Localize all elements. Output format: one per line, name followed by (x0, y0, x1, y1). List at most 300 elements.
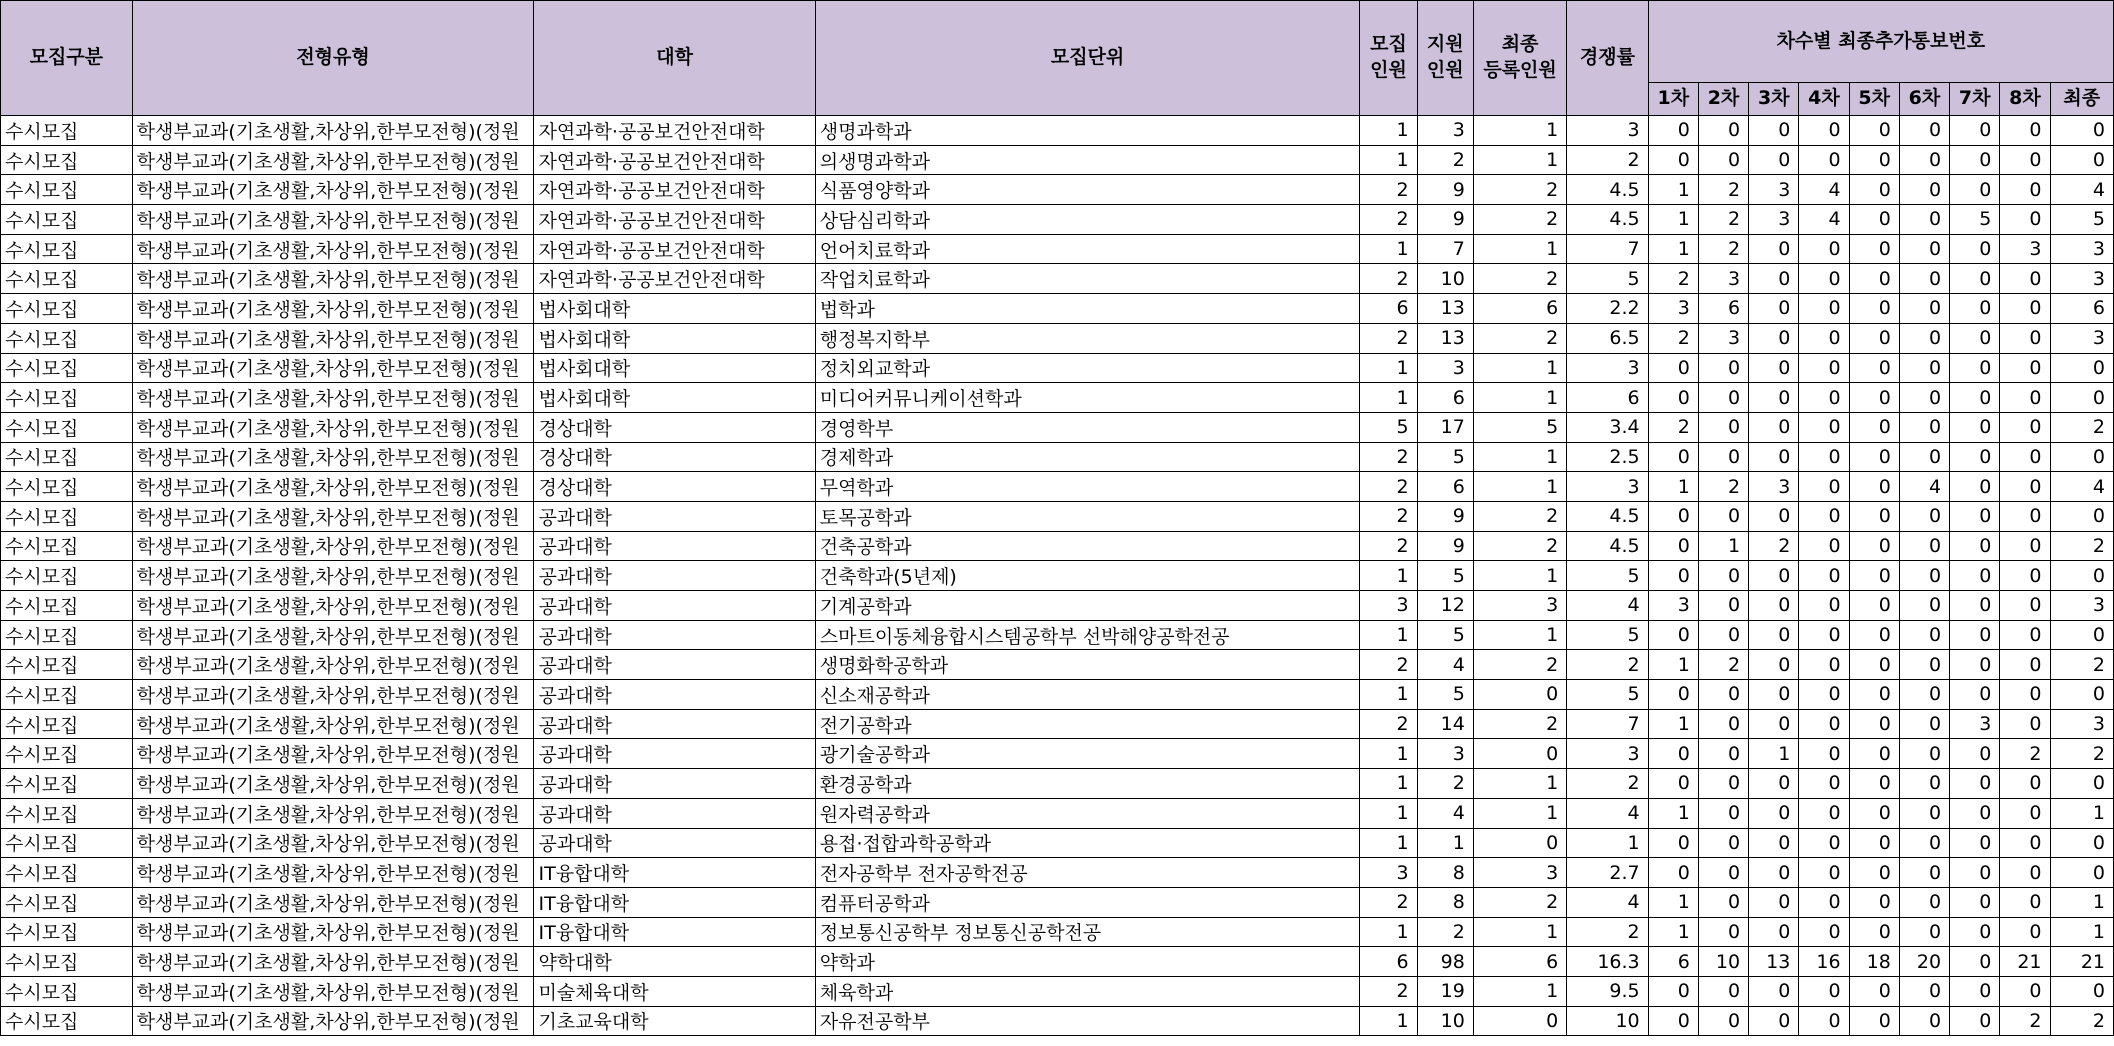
cell-round-5: 0 (1849, 442, 1899, 472)
cell-round-final: 0 (2050, 501, 2113, 531)
table-row (1, 205, 2114, 235)
cell-registered: 1 (1473, 976, 1566, 1006)
cell-round-8: 0 (2000, 976, 2050, 1006)
cell-round-2: 0 (1698, 353, 1748, 383)
cell-type: 학생부교과(기초생활,차상위,한부모전형)(정원 (132, 858, 534, 888)
cell-round-2: 0 (1698, 917, 1748, 947)
cell-unit: 경영학부 (815, 412, 1360, 442)
cell-round-3: 0 (1749, 234, 1799, 264)
cell-ratio: 5 (1567, 561, 1648, 591)
cell-round-2: 2 (1698, 205, 1748, 235)
cell-round-8: 0 (2000, 264, 2050, 294)
cell-type: 학생부교과(기초생활,차상위,한부모전형)(정원 (132, 798, 534, 828)
cell-round-4: 0 (1799, 976, 1849, 1006)
table-row (1, 858, 2114, 888)
cell-round-7: 0 (1950, 917, 2000, 947)
cell-round-final: 0 (2050, 828, 2113, 858)
cell-applicants: 12 (1417, 591, 1473, 621)
cell-registered: 2 (1473, 175, 1566, 205)
cell-round-4: 0 (1799, 680, 1849, 710)
cell-unit: 자유전공학부 (815, 1006, 1360, 1036)
header-category: 모집구분 (1, 1, 133, 116)
cell-applicants: 5 (1417, 680, 1473, 710)
cell-applicants: 13 (1417, 294, 1473, 324)
cell-round-8: 3 (2000, 234, 2050, 264)
cell-college: 공과대학 (534, 769, 815, 799)
cell-college: 공과대학 (534, 501, 815, 531)
cell-round-6: 0 (1899, 858, 1949, 888)
cell-type: 학생부교과(기초생활,차상위,한부모전형)(정원 (132, 531, 534, 561)
cell-applicants: 2 (1417, 145, 1473, 175)
cell-round-7: 0 (1950, 264, 2000, 294)
cell-type: 학생부교과(기초생활,차상위,한부모전형)(정원 (132, 620, 534, 650)
cell-round-final: 21 (2050, 947, 2113, 977)
cell-quota: 1 (1360, 680, 1417, 710)
cell-round-5: 0 (1849, 620, 1899, 650)
cell-round-1: 2 (1648, 323, 1698, 353)
cell-round-4: 0 (1799, 828, 1849, 858)
cell-round-7: 0 (1950, 976, 2000, 1006)
table-row (1, 709, 2114, 739)
cell-round-8: 0 (2000, 175, 2050, 205)
cell-round-4: 0 (1799, 116, 1849, 146)
cell-college: 경상대학 (534, 412, 815, 442)
cell-category: 수시모집 (1, 591, 133, 621)
cell-round-final: 0 (2050, 620, 2113, 650)
cell-unit: 건축공학과 (815, 531, 1360, 561)
cell-applicants: 10 (1417, 1006, 1473, 1036)
cell-round-2: 0 (1698, 145, 1748, 175)
cell-quota: 6 (1360, 294, 1417, 324)
cell-round-2: 0 (1698, 887, 1748, 917)
cell-round-6: 0 (1899, 976, 1949, 1006)
cell-quota: 2 (1360, 501, 1417, 531)
cell-round-7: 0 (1950, 294, 2000, 324)
cell-round-3: 0 (1749, 591, 1799, 621)
header-round-9: 최종 (2050, 83, 2113, 116)
cell-type: 학생부교과(기초생활,차상위,한부모전형)(정원 (132, 976, 534, 1006)
cell-registered: 2 (1473, 709, 1566, 739)
cell-college: 법사회대학 (534, 383, 815, 413)
cell-round-6: 0 (1899, 353, 1949, 383)
cell-quota: 1 (1360, 769, 1417, 799)
cell-round-final: 0 (2050, 976, 2113, 1006)
cell-round-3: 0 (1749, 383, 1799, 413)
cell-college: 공과대학 (534, 798, 815, 828)
cell-round-final: 3 (2050, 264, 2113, 294)
cell-round-final: 3 (2050, 323, 2113, 353)
table-row (1, 145, 2114, 175)
cell-round-3: 3 (1749, 472, 1799, 502)
cell-round-8: 0 (2000, 501, 2050, 531)
cell-round-8: 0 (2000, 887, 2050, 917)
cell-category: 수시모집 (1, 294, 133, 324)
cell-ratio: 1 (1567, 828, 1648, 858)
cell-round-7: 5 (1950, 205, 2000, 235)
cell-quota: 1 (1360, 234, 1417, 264)
table-row (1, 591, 2114, 621)
cell-registered: 2 (1473, 650, 1566, 680)
cell-unit: 환경공학과 (815, 769, 1360, 799)
cell-type: 학생부교과(기초생활,차상위,한부모전형)(정원 (132, 501, 534, 531)
cell-college: 기초교육대학 (534, 1006, 815, 1036)
cell-registered: 1 (1473, 561, 1566, 591)
cell-applicants: 7 (1417, 234, 1473, 264)
cell-round-3: 0 (1749, 769, 1799, 799)
cell-applicants: 19 (1417, 976, 1473, 1006)
cell-round-4: 0 (1799, 620, 1849, 650)
cell-ratio: 2.2 (1567, 294, 1648, 324)
cell-college: 법사회대학 (534, 294, 815, 324)
cell-unit: 체육학과 (815, 976, 1360, 1006)
cell-quota: 3 (1360, 858, 1417, 888)
cell-round-3: 2 (1749, 531, 1799, 561)
header-ratio: 경쟁률 (1567, 1, 1648, 116)
cell-college: 경상대학 (534, 442, 815, 472)
cell-round-5: 0 (1849, 680, 1899, 710)
cell-round-1: 0 (1648, 828, 1698, 858)
cell-round-1: 2 (1648, 412, 1698, 442)
cell-round-2: 2 (1698, 175, 1748, 205)
cell-round-7: 0 (1950, 472, 2000, 502)
cell-round-8: 0 (2000, 412, 2050, 442)
cell-round-8: 0 (2000, 323, 2050, 353)
cell-category: 수시모집 (1, 947, 133, 977)
cell-round-final: 0 (2050, 680, 2113, 710)
cell-ratio: 3.4 (1567, 412, 1648, 442)
cell-round-4: 4 (1799, 175, 1849, 205)
cell-ratio: 6.5 (1567, 323, 1648, 353)
cell-round-4: 0 (1799, 769, 1849, 799)
cell-quota: 5 (1360, 412, 1417, 442)
cell-round-4: 0 (1799, 650, 1849, 680)
cell-round-1: 0 (1648, 353, 1698, 383)
table-row (1, 828, 2114, 858)
cell-type: 학생부교과(기초생활,차상위,한부모전형)(정원 (132, 234, 534, 264)
cell-round-6: 0 (1899, 383, 1949, 413)
cell-registered: 2 (1473, 205, 1566, 235)
cell-registered: 1 (1473, 769, 1566, 799)
cell-round-2: 1 (1698, 531, 1748, 561)
header-quota: 모집 인원 (1360, 1, 1417, 116)
cell-college: 공과대학 (534, 531, 815, 561)
cell-type: 학생부교과(기초생활,차상위,한부모전형)(정원 (132, 887, 534, 917)
cell-registered: 1 (1473, 116, 1566, 146)
cell-round-8: 0 (2000, 650, 2050, 680)
cell-round-5: 0 (1849, 116, 1899, 146)
cell-round-7: 0 (1950, 531, 2000, 561)
cell-round-final: 0 (2050, 116, 2113, 146)
cell-unit: 정보통신공학부 정보통신공학전공 (815, 917, 1360, 947)
cell-category: 수시모집 (1, 472, 133, 502)
cell-type: 학생부교과(기초생활,차상위,한부모전형)(정원 (132, 561, 534, 591)
cell-quota: 1 (1360, 1006, 1417, 1036)
cell-round-2: 0 (1698, 798, 1748, 828)
cell-round-6: 0 (1899, 828, 1949, 858)
cell-unit: 경제학과 (815, 442, 1360, 472)
cell-quota: 1 (1360, 145, 1417, 175)
cell-unit: 전자공학부 전자공학전공 (815, 858, 1360, 888)
cell-round-2: 3 (1698, 323, 1748, 353)
cell-round-4: 16 (1799, 947, 1849, 977)
cell-round-4: 0 (1799, 323, 1849, 353)
cell-unit: 무역학과 (815, 472, 1360, 502)
cell-round-4: 0 (1799, 294, 1849, 324)
header-round-4: 4차 (1799, 83, 1849, 116)
cell-applicants: 6 (1417, 383, 1473, 413)
cell-round-3: 0 (1749, 620, 1799, 650)
cell-category: 수시모집 (1, 145, 133, 175)
cell-applicants: 8 (1417, 858, 1473, 888)
cell-applicants: 17 (1417, 412, 1473, 442)
header-type: 전형유형 (132, 1, 534, 116)
cell-round-1: 3 (1648, 294, 1698, 324)
cell-applicants: 9 (1417, 205, 1473, 235)
cell-quota: 2 (1360, 323, 1417, 353)
cell-applicants: 1 (1417, 828, 1473, 858)
table-row (1, 917, 2114, 947)
cell-round-3: 0 (1749, 828, 1799, 858)
cell-round-4: 0 (1799, 917, 1849, 947)
cell-round-8: 2 (2000, 739, 2050, 769)
cell-round-1: 0 (1648, 739, 1698, 769)
cell-round-4: 0 (1799, 561, 1849, 591)
cell-registered: 1 (1473, 353, 1566, 383)
cell-registered: 6 (1473, 947, 1566, 977)
cell-registered: 1 (1473, 620, 1566, 650)
table-row (1, 887, 2114, 917)
cell-type: 학생부교과(기초생활,차상위,한부모전형)(정원 (132, 353, 534, 383)
cell-round-6: 0 (1899, 323, 1949, 353)
cell-round-5: 0 (1849, 769, 1899, 799)
cell-round-7: 0 (1950, 145, 2000, 175)
cell-ratio: 5 (1567, 620, 1648, 650)
cell-round-final: 2 (2050, 1006, 2113, 1036)
cell-round-2: 0 (1698, 116, 1748, 146)
cell-round-6: 0 (1899, 650, 1949, 680)
cell-round-2: 3 (1698, 264, 1748, 294)
cell-round-7: 0 (1950, 650, 2000, 680)
cell-round-3: 0 (1749, 412, 1799, 442)
cell-round-4: 0 (1799, 798, 1849, 828)
cell-round-6: 0 (1899, 591, 1949, 621)
cell-unit: 원자력공학과 (815, 798, 1360, 828)
cell-registered: 2 (1473, 323, 1566, 353)
cell-round-7: 0 (1950, 353, 2000, 383)
cell-unit: 법학과 (815, 294, 1360, 324)
cell-round-1: 6 (1648, 947, 1698, 977)
cell-round-2: 0 (1698, 1006, 1748, 1036)
cell-round-3: 0 (1749, 294, 1799, 324)
cell-applicants: 9 (1417, 531, 1473, 561)
cell-quota: 2 (1360, 531, 1417, 561)
cell-round-8: 0 (2000, 769, 2050, 799)
cell-round-3: 0 (1749, 917, 1799, 947)
cell-registered: 0 (1473, 828, 1566, 858)
cell-college: 공과대학 (534, 709, 815, 739)
cell-quota: 2 (1360, 472, 1417, 502)
cell-round-4: 0 (1799, 145, 1849, 175)
cell-round-1: 1 (1648, 175, 1698, 205)
cell-round-8: 0 (2000, 531, 2050, 561)
cell-round-2: 0 (1698, 442, 1748, 472)
cell-round-2: 0 (1698, 383, 1748, 413)
cell-round-1: 1 (1648, 650, 1698, 680)
cell-round-1: 0 (1648, 680, 1698, 710)
cell-quota: 1 (1360, 116, 1417, 146)
cell-round-7: 0 (1950, 442, 2000, 472)
cell-round-5: 18 (1849, 947, 1899, 977)
cell-type: 학생부교과(기초생활,차상위,한부모전형)(정원 (132, 591, 534, 621)
cell-round-6: 0 (1899, 294, 1949, 324)
cell-round-7: 0 (1950, 887, 2000, 917)
cell-unit: 언어치료학과 (815, 234, 1360, 264)
cell-round-final: 2 (2050, 412, 2113, 442)
cell-round-4: 0 (1799, 353, 1849, 383)
header-row-top (1, 1, 2114, 83)
cell-applicants: 13 (1417, 323, 1473, 353)
cell-applicants: 10 (1417, 264, 1473, 294)
cell-ratio: 4.5 (1567, 501, 1648, 531)
cell-category: 수시모집 (1, 442, 133, 472)
cell-category: 수시모집 (1, 383, 133, 413)
cell-ratio: 3 (1567, 116, 1648, 146)
cell-college: 공과대학 (534, 591, 815, 621)
header-registered: 최종 등록인원 (1473, 1, 1566, 116)
table-row (1, 472, 2114, 502)
cell-round-7: 0 (1950, 798, 2000, 828)
cell-round-8: 0 (2000, 442, 2050, 472)
cell-round-final: 0 (2050, 858, 2113, 888)
cell-quota: 1 (1360, 739, 1417, 769)
cell-round-5: 0 (1849, 650, 1899, 680)
cell-ratio: 3 (1567, 739, 1648, 769)
cell-category: 수시모집 (1, 858, 133, 888)
cell-category: 수시모집 (1, 175, 133, 205)
cell-round-6: 0 (1899, 561, 1949, 591)
cell-round-6: 0 (1899, 531, 1949, 561)
cell-round-6: 0 (1899, 709, 1949, 739)
cell-round-7: 0 (1950, 175, 2000, 205)
cell-round-5: 0 (1849, 828, 1899, 858)
cell-round-5: 0 (1849, 709, 1899, 739)
cell-round-1: 1 (1648, 917, 1698, 947)
cell-round-5: 0 (1849, 145, 1899, 175)
table-row (1, 442, 2114, 472)
table-row (1, 294, 2114, 324)
table-row (1, 531, 2114, 561)
cell-round-final: 5 (2050, 205, 2113, 235)
cell-round-3: 0 (1749, 116, 1799, 146)
cell-category: 수시모집 (1, 412, 133, 442)
cell-college: 자연과학·공공보건안전대학 (534, 205, 815, 235)
cell-round-6: 0 (1899, 234, 1949, 264)
cell-round-6: 0 (1899, 412, 1949, 442)
cell-unit: 기계공학과 (815, 591, 1360, 621)
header-round-5: 5차 (1849, 83, 1899, 116)
table-row (1, 769, 2114, 799)
cell-registered: 1 (1473, 917, 1566, 947)
cell-type: 학생부교과(기초생활,차상위,한부모전형)(정원 (132, 294, 534, 324)
table-row (1, 976, 2114, 1006)
cell-round-3: 0 (1749, 650, 1799, 680)
cell-round-final: 4 (2050, 472, 2113, 502)
cell-round-1: 0 (1648, 561, 1698, 591)
cell-round-final: 0 (2050, 769, 2113, 799)
header-round-6: 6차 (1899, 83, 1949, 116)
cell-round-4: 0 (1799, 1006, 1849, 1036)
cell-college: 경상대학 (534, 472, 815, 502)
cell-type: 학생부교과(기초생활,차상위,한부모전형)(정원 (132, 769, 534, 799)
cell-round-6: 4 (1899, 472, 1949, 502)
cell-round-final: 3 (2050, 591, 2113, 621)
cell-round-3: 0 (1749, 145, 1799, 175)
cell-ratio: 4 (1567, 591, 1648, 621)
cell-college: IT융합대학 (534, 917, 815, 947)
cell-ratio: 2 (1567, 650, 1648, 680)
cell-category: 수시모집 (1, 798, 133, 828)
cell-round-1: 0 (1648, 769, 1698, 799)
cell-round-4: 0 (1799, 501, 1849, 531)
cell-round-1: 0 (1648, 501, 1698, 531)
table-row (1, 264, 2114, 294)
cell-registered: 0 (1473, 739, 1566, 769)
cell-ratio: 9.5 (1567, 976, 1648, 1006)
cell-round-3: 0 (1749, 264, 1799, 294)
cell-round-3: 0 (1749, 798, 1799, 828)
cell-round-2: 2 (1698, 234, 1748, 264)
cell-college: 약학대학 (534, 947, 815, 977)
cell-round-7: 0 (1950, 591, 2000, 621)
table-row (1, 175, 2114, 205)
cell-round-3: 0 (1749, 501, 1799, 531)
cell-applicants: 8 (1417, 887, 1473, 917)
cell-ratio: 2 (1567, 769, 1648, 799)
cell-type: 학생부교과(기초생활,차상위,한부모전형)(정원 (132, 472, 534, 502)
cell-quota: 1 (1360, 561, 1417, 591)
cell-round-1: 1 (1648, 887, 1698, 917)
cell-round-8: 0 (2000, 620, 2050, 650)
cell-round-2: 0 (1698, 501, 1748, 531)
cell-round-2: 0 (1698, 976, 1748, 1006)
cell-round-4: 0 (1799, 412, 1849, 442)
cell-registered: 2 (1473, 531, 1566, 561)
cell-ratio: 2 (1567, 917, 1648, 947)
cell-round-5: 0 (1849, 383, 1899, 413)
cell-type: 학생부교과(기초생활,차상위,한부모전형)(정원 (132, 947, 534, 977)
cell-round-5: 0 (1849, 531, 1899, 561)
cell-round-1: 0 (1648, 442, 1698, 472)
cell-quota: 2 (1360, 650, 1417, 680)
cell-round-final: 1 (2050, 917, 2113, 947)
cell-quota: 1 (1360, 917, 1417, 947)
cell-round-1: 1 (1648, 798, 1698, 828)
cell-round-5: 0 (1849, 175, 1899, 205)
cell-registered: 6 (1473, 294, 1566, 324)
cell-college: 공과대학 (534, 620, 815, 650)
cell-ratio: 5 (1567, 264, 1648, 294)
cell-round-final: 6 (2050, 294, 2113, 324)
cell-unit: 생명화학공학과 (815, 650, 1360, 680)
header-college: 대학 (534, 1, 815, 116)
cell-round-1: 1 (1648, 234, 1698, 264)
cell-registered: 0 (1473, 1006, 1566, 1036)
cell-type: 학생부교과(기초생활,차상위,한부모전형)(정원 (132, 264, 534, 294)
cell-applicants: 98 (1417, 947, 1473, 977)
cell-unit: 컴퓨터공학과 (815, 887, 1360, 917)
cell-quota: 1 (1360, 620, 1417, 650)
cell-round-2: 0 (1698, 858, 1748, 888)
